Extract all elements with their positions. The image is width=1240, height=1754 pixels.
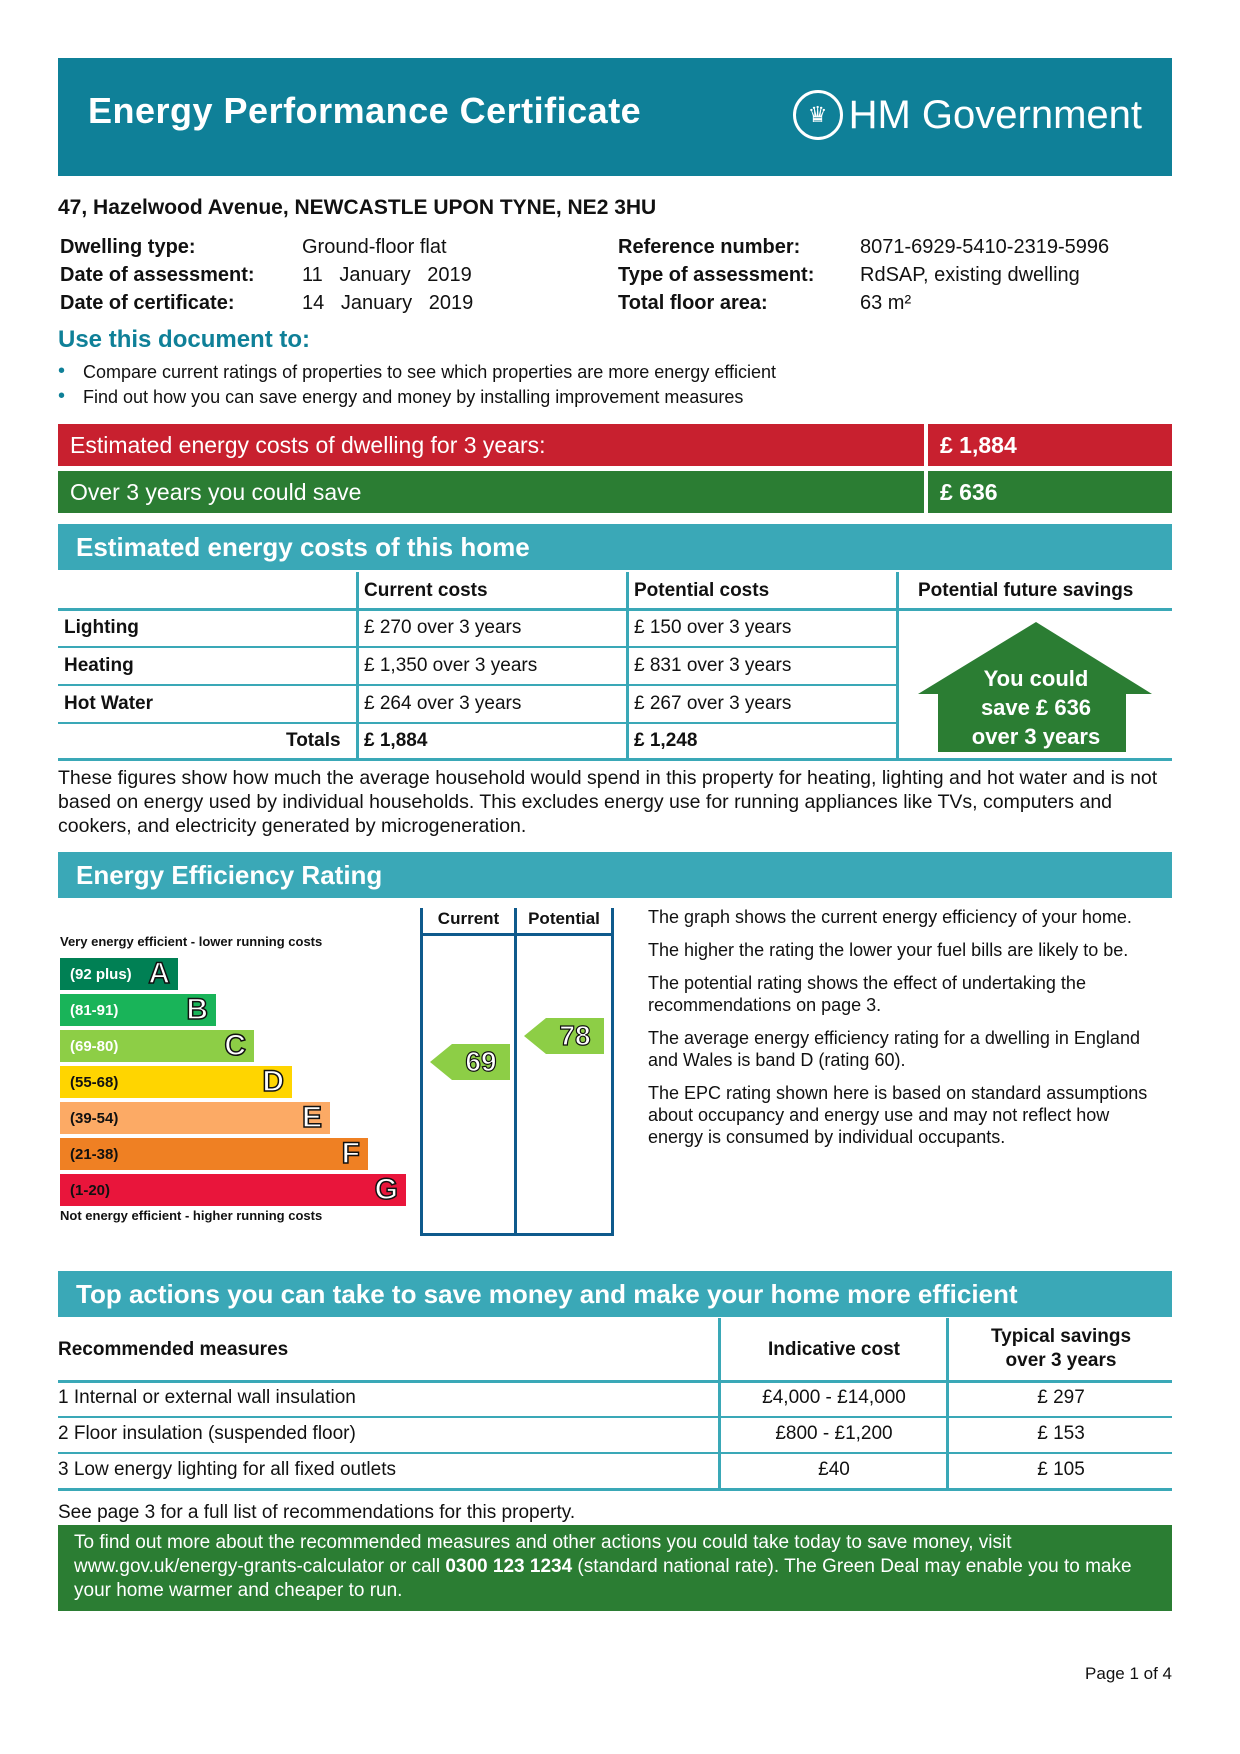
advice-phone: 0300 123 1234 [445, 1556, 573, 1577]
save-summary-label: Over 3 years you could save [58, 471, 924, 513]
current-column-header: Current [437, 909, 500, 928]
rating-band-g [60, 1174, 406, 1206]
table-divider [58, 608, 1172, 611]
costs-section-title: Estimated energy costs of this home [58, 524, 1172, 570]
table-divider [58, 722, 898, 724]
floor-area-value: 63 m² [860, 292, 912, 314]
reference-value: 8071-6929-5410-2319-5996 [860, 236, 1110, 258]
advice-box [58, 1525, 1172, 1611]
rating-band-range: (55-68) [70, 1073, 119, 1091]
page-number: Page 1 of 4 [1085, 1664, 1172, 1683]
cost-row-current: £ 264 over 3 years [364, 693, 522, 714]
advice-text: (standard national rate). The Green Deal may enable you to make your home warmer and cheaper to run. [74, 1556, 1132, 1601]
savings-line: over 3 years [971, 724, 1101, 749]
future-savings-header: Potential future savings [918, 580, 1134, 601]
cost-row-label: Lighting [64, 617, 139, 638]
rating-band-letter: B [186, 993, 208, 1026]
measure-saving: £ 105 [1037, 1459, 1085, 1480]
measure-saving: £ 297 [1037, 1387, 1085, 1408]
totals-current: £ 1,884 [364, 730, 428, 751]
savings-line: save £ 636 [980, 695, 1092, 720]
table-col-divider [896, 572, 899, 760]
rating-band-range: (1-20) [70, 1181, 111, 1199]
assessment-date-value: 11 January 2019 [302, 264, 472, 286]
dwelling-type-label: Dwelling type: [60, 236, 196, 258]
eer-paragraph: The average energy efficiency rating for a dwelling in England and Wales is band D (rating 60). [648, 1028, 1140, 1070]
rating-band-letter: C [224, 1029, 246, 1062]
header-banner [58, 58, 1172, 176]
save-summary-value: £ 636 [928, 471, 1172, 513]
eer-column-border [420, 908, 423, 1236]
certificate-date-value: 14 January 2019 [302, 292, 474, 314]
eer-paragraph: The potential rating shows the effect of undertaking the recommendations on page 3. [648, 973, 1086, 1015]
rating-band-letter: E [301, 1101, 322, 1134]
use-bullet-text: Find out how you can save energy and money by installing improvement measures [83, 387, 744, 407]
certificate-date-label: Date of certificate: [60, 292, 235, 314]
cost-row-current: £ 1,350 over 3 years [364, 655, 538, 676]
totals-label: Totals [286, 730, 341, 751]
measure-name: 2 Floor insulation (suspended floor) [58, 1423, 356, 1444]
table-divider [58, 1488, 1172, 1491]
actions-section-title: Top actions you can take to save money and make your home more efficient [58, 1271, 1172, 1317]
current-rating-value: 69 [452, 1044, 510, 1080]
cost-row-current: £ 270 over 3 years [364, 617, 522, 638]
hm-government-logo [793, 90, 1142, 140]
assessment-date-label: Date of assessment: [60, 264, 255, 286]
dwelling-type-value: Ground-floor flat [302, 236, 447, 258]
table-col-divider [718, 1318, 721, 1490]
advice-text: To find out more about the recommended measures and other actions you could take today to save money, visit www.gov.uk/energy-grants-calculator or call [74, 1532, 1012, 1577]
table-divider [58, 1380, 1172, 1383]
table-col-divider [356, 572, 359, 760]
cost-row-potential: £ 150 over 3 years [634, 617, 792, 638]
rating-band-range: (92 plus) [70, 965, 132, 983]
table-divider [58, 684, 898, 686]
assessment-type-label: Type of assessment: [618, 264, 815, 286]
table-divider [58, 1416, 1172, 1418]
savings-line: You could [983, 666, 1089, 691]
eer-explanation [648, 906, 1168, 1148]
savings-house-text [938, 664, 1134, 751]
eer-paragraph: The EPC rating shown here is based on standard assumptions about occupancy and energy use and may not reflect how energy is consumed by individual occupants. [648, 1083, 1148, 1147]
current-costs-header: Current costs [364, 580, 488, 601]
use-bullet-text: Compare current ratings of properties to see which properties are more energy efficient [83, 362, 777, 382]
potential-rating-arrow [524, 1018, 604, 1054]
rating-band-letter: A [148, 957, 170, 990]
cost-row-label: Hot Water [64, 693, 154, 714]
rating-band-c [60, 1030, 254, 1062]
rating-band-range: (81-91) [70, 1001, 119, 1019]
eer-paragraph: The graph shows the current energy efficiency of your home. [648, 907, 1132, 927]
rating-band-letter: F [341, 1137, 360, 1170]
rating-band-d [60, 1066, 292, 1098]
table-divider [58, 1452, 1172, 1454]
indicative-cost-header: Indicative cost [768, 1339, 900, 1360]
measure-cost: £4,000 - £14,000 [762, 1387, 906, 1408]
rating-band-letter: G [374, 1173, 398, 1206]
cost-summary-value: £ 1,884 [928, 424, 1172, 466]
cost-summary-label: Estimated energy costs of dwelling for 3 years: [58, 424, 924, 466]
royal-crest-icon: ♛ [793, 90, 843, 140]
potential-rating-value: 78 [546, 1018, 604, 1054]
bullet-icon: • [58, 360, 66, 382]
potential-costs-header: Potential costs [634, 580, 770, 601]
current-rating-arrow [430, 1044, 510, 1080]
table-col-divider [626, 572, 629, 760]
eer-column-border [420, 933, 614, 936]
eer-section-title: Energy Efficiency Rating [58, 852, 1172, 898]
measure-saving: £ 153 [1037, 1423, 1085, 1444]
measure-cost: £40 [818, 1459, 850, 1480]
use-bullet [58, 387, 743, 408]
eer-column-border [514, 908, 517, 1236]
cost-row-label: Heating [64, 655, 134, 676]
measures-header: Recommended measures [58, 1339, 289, 1360]
gov-label: HM Government [848, 92, 1142, 137]
measure-cost: £800 - £1,200 [775, 1423, 893, 1444]
table-col-divider [946, 1318, 949, 1490]
potential-column-header: Potential [528, 909, 600, 928]
eer-paragraph: The higher the rating the lower your fuel bills are likely to be. [648, 940, 1129, 960]
rating-band-f [60, 1138, 368, 1170]
rating-band-range: (21-38) [70, 1145, 119, 1163]
use-bullet [58, 362, 776, 383]
table-divider [58, 758, 1172, 761]
use-document-title: Use this document to: [58, 326, 311, 353]
rating-band-e [60, 1102, 330, 1134]
typical-savings-line: over 3 years [1005, 1350, 1117, 1371]
rating-band-a [60, 958, 178, 990]
assessment-type-value: RdSAP, existing dwelling [860, 264, 1080, 286]
eer-column-border [420, 1233, 614, 1236]
typical-savings-line: Typical savings [990, 1326, 1132, 1347]
page-title: Energy Performance Certificate [88, 90, 642, 131]
floor-area-label: Total floor area: [618, 292, 768, 314]
costs-description: These figures show how much the average household would spend in this property for heating, lighting and hot water and is not based on energy used by individual households. This excludes energy use for running appliances like TVs, computers and cookers, and electricity generated by microgeneration. [58, 767, 1158, 837]
rating-band-range: (69-80) [70, 1037, 119, 1055]
rating-band-letter: D [262, 1065, 284, 1098]
rating-band-range: (39-54) [70, 1109, 119, 1127]
rating-band-b [60, 994, 216, 1026]
bullet-icon: • [58, 385, 66, 407]
table-divider [58, 646, 898, 648]
cost-row-potential: £ 831 over 3 years [634, 655, 792, 676]
totals-potential: £ 1,248 [634, 730, 698, 751]
reference-label: Reference number: [618, 236, 801, 258]
cost-row-potential: £ 267 over 3 years [634, 693, 792, 714]
measure-name: 1 Internal or external wall insulation [58, 1387, 356, 1408]
typical-savings-header [950, 1325, 1172, 1373]
see-page-note: See page 3 for a full list of recommendations for this property. [58, 1502, 576, 1523]
eer-top-label: Very energy efficient - lower running costs [60, 934, 323, 949]
eer-bottom-label: Not energy efficient - higher running costs [60, 1208, 323, 1223]
property-address: 47, Hazelwood Avenue, NEWCASTLE UPON TYNE, NE2 3HU [58, 196, 657, 219]
measure-name: 3 Low energy lighting for all fixed outlets [58, 1459, 396, 1480]
eer-column-border [611, 908, 614, 1236]
